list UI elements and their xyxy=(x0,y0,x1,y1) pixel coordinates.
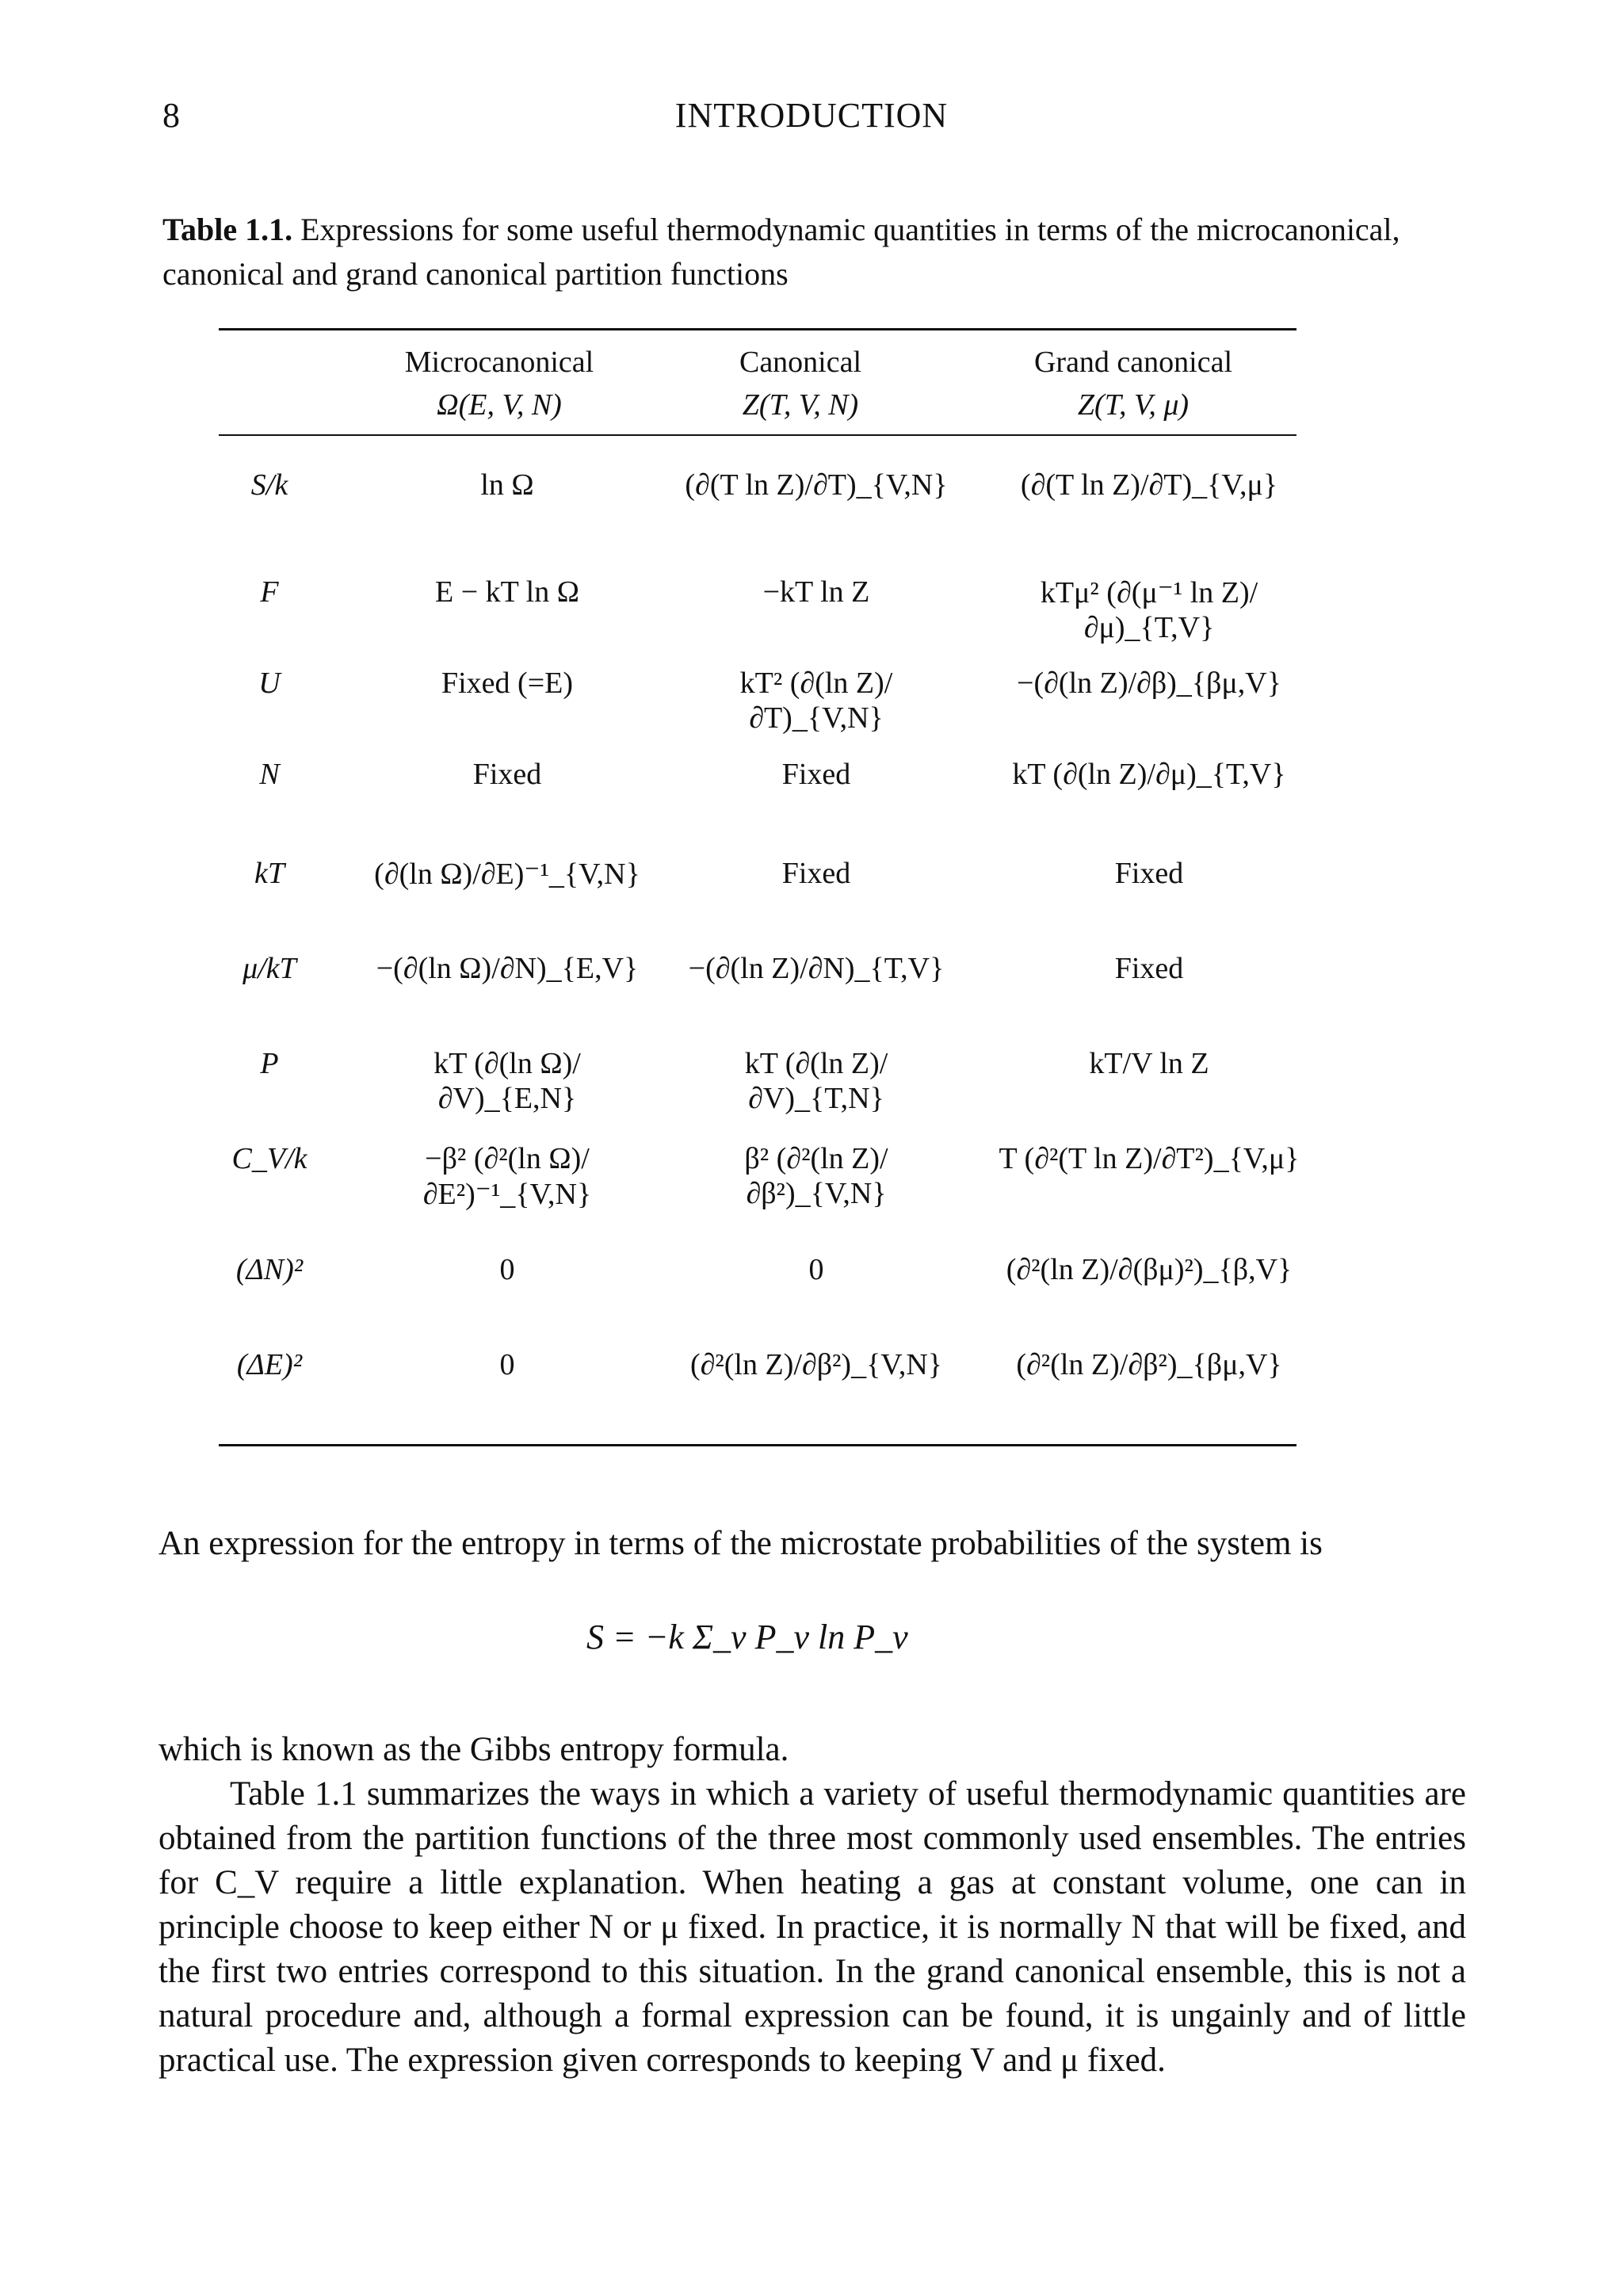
row-label: (ΔE)² xyxy=(236,1348,303,1381)
row-label: C_V/k xyxy=(231,1142,307,1175)
row-label: N xyxy=(259,758,280,791)
table-cell-canon: (∂(T ln Z)/∂T)_{V,N} xyxy=(685,468,948,502)
row-label: U xyxy=(258,667,281,700)
table-cell-micro: Fixed (=E) xyxy=(441,667,573,700)
table-cell-grand: Fixed xyxy=(1114,952,1184,985)
table-cell-micro: (∂(ln Ω)/∂E)⁻¹_{V,N} xyxy=(374,858,640,891)
table-cell-grand: (∂(T ln Z)/∂T)_{V,μ} xyxy=(1020,468,1278,502)
row-label: F xyxy=(260,575,279,609)
table-header-rule xyxy=(219,434,1296,436)
table-cell-micro: E − kT ln Ω xyxy=(435,575,579,609)
table-cell-canon: kT² (∂(ln Z)/∂T)_{V,N} xyxy=(739,667,893,735)
table-cell-grand: −(∂(ln Z)/∂β)_{βμ,V} xyxy=(1017,667,1281,700)
row-label: P xyxy=(260,1047,279,1080)
column-symbol: Z(T, V, μ) xyxy=(1077,388,1190,422)
table-cell-canon: kT (∂(ln Z)/∂V)_{T,N} xyxy=(744,1047,888,1115)
running-head-title: INTRODUCTION xyxy=(674,96,949,135)
table-top-rule xyxy=(219,328,1296,330)
column-name: Canonical xyxy=(739,346,862,379)
table-cell-grand: (∂²(ln Z)/∂(βμ)²)_{β,V} xyxy=(1006,1253,1293,1286)
table-cell-canon: 0 xyxy=(808,1253,824,1286)
column-name: Grand canonical xyxy=(1033,346,1233,379)
table-bottom-rule xyxy=(219,1444,1296,1446)
table-cell-micro: 0 xyxy=(499,1253,515,1286)
paragraph-entropy-intro: An expression for the entropy in terms of the microstate probabilities of the system is xyxy=(158,1525,1323,1562)
column-symbol: Z(T, V, N) xyxy=(742,388,859,422)
column-symbol: Ω(E, V, N) xyxy=(437,388,562,422)
caption-text: Expressions for some useful thermodynamic quantities in terms of the microcanonical, canonical and grand canonical partition functions xyxy=(162,212,1400,292)
table-cell-canon: Fixed xyxy=(781,758,851,791)
page-number: 8 xyxy=(162,96,180,135)
table-cell-grand: T (∂²(T ln Z)/∂T²)_{V,μ} xyxy=(999,1142,1300,1175)
paragraph-table-summary: Table 1.1 summarizes the ways in which a variety of useful thermodynamic quantities are obtained from the partition functions of the three most commonly used ensembles. The entries for C_V require a little explanation. When heating a gas at constant volume, one can in principle choose to keep either N or μ fixed. In practice, it is normally N that will be fixed, and the first two entries correspond to this situation. In the grand canonical ensemble, this is not a natural procedure and, although a formal expression can be found, it is ungainly and of little practical use. The expression given corresponds to keeping V and μ fixed. xyxy=(158,1775,1466,2079)
table-cell-canon: Fixed xyxy=(781,857,851,890)
column-header-grand-canonical xyxy=(999,341,1268,426)
table-cell-micro: kT (∂(ln Ω)/∂V)_{E,N} xyxy=(433,1047,581,1115)
table-cell-micro: −(∂(ln Ω)/∂N)_{E,V} xyxy=(376,952,639,985)
table-cell-grand: kT/V ln Z xyxy=(1089,1047,1209,1080)
row-label: μ/kT xyxy=(242,952,296,985)
table-cell-grand: kTμ² (∂(μ⁻¹ ln Z)/∂μ)_{T,V} xyxy=(1040,576,1258,644)
table-cell-grand: kT (∂(ln Z)/∂μ)_{T,V} xyxy=(1012,758,1286,791)
column-header-canonical xyxy=(682,341,919,426)
row-label: kT xyxy=(254,857,285,890)
table-cell-grand: (∂²(ln Z)/∂β²)_{βμ,V} xyxy=(1016,1348,1282,1381)
table-cell-micro: Fixed xyxy=(472,758,542,791)
table-cell-grand: Fixed xyxy=(1114,857,1184,890)
running-head xyxy=(0,95,1623,143)
table-cell-canon: β² (∂²(ln Z)/∂β²)_{V,N} xyxy=(744,1142,888,1210)
table-cell-micro: 0 xyxy=(499,1348,515,1381)
paragraph-gibbs: which is known as the Gibbs entropy formula. xyxy=(158,1731,789,1768)
table-cell-micro: −β² (∂²(ln Ω)/∂E²)⁻¹_{V,N} xyxy=(422,1142,592,1211)
caption-label: Table 1.1. xyxy=(162,212,293,247)
row-label: S/k xyxy=(250,468,288,502)
table-cell-canon: −kT ln Z xyxy=(762,575,870,609)
gibbs-entropy-equation: S = −k Σ_ν P_ν ln P_ν xyxy=(586,1618,908,1656)
table-caption xyxy=(162,208,1462,296)
column-header-microcanonical xyxy=(372,341,626,426)
table-cell-canon: (∂²(ln Z)/∂β²)_{V,N} xyxy=(689,1348,943,1381)
table-cell-micro: ln Ω xyxy=(480,468,534,502)
row-label: (ΔN)² xyxy=(235,1253,304,1286)
table-cell-canon: −(∂(ln Z)/∂N)_{T,V} xyxy=(688,952,945,985)
column-name: Microcanonical xyxy=(404,346,594,379)
